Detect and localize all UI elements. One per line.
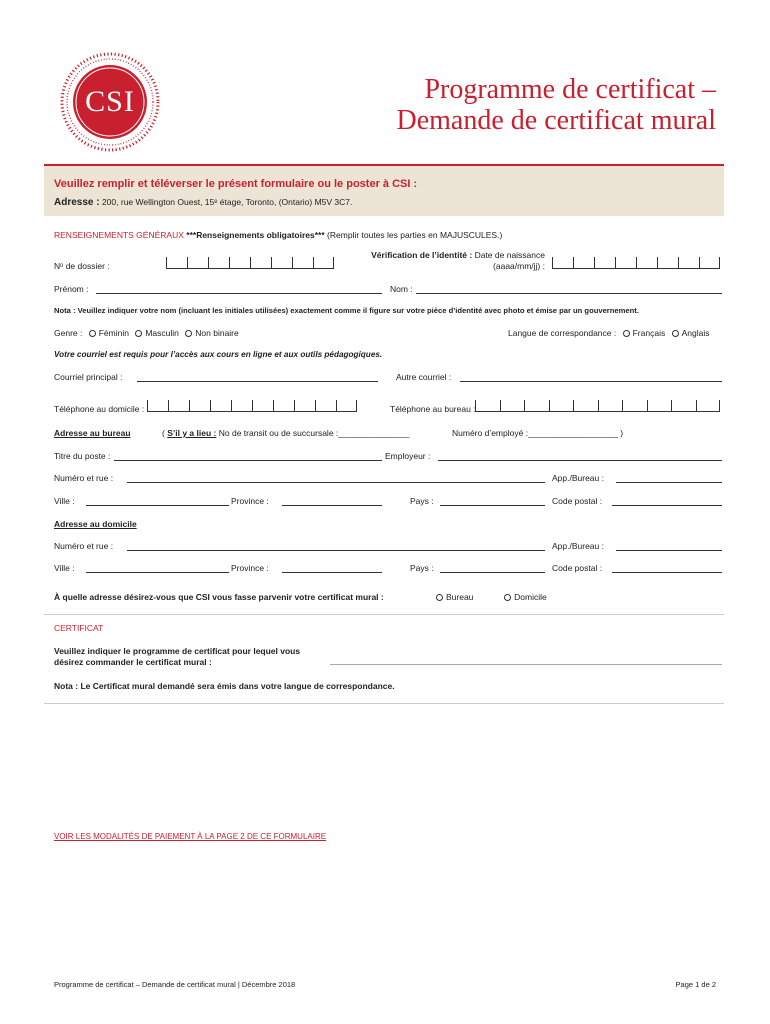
home-city-field[interactable] bbox=[86, 572, 229, 573]
delivery-option-2: Domicile bbox=[514, 592, 547, 602]
employer-label: Employeur : bbox=[385, 451, 431, 461]
home-street-field[interactable] bbox=[127, 550, 545, 551]
email-note: Votre courriel est requis pour l’accès aux cours en ligne et aux outils pédagogiques. bbox=[54, 350, 383, 359]
phone-office-boxes[interactable] bbox=[475, 400, 720, 412]
title-line-1: Programme de certificat – bbox=[424, 74, 716, 105]
first-name-label: Prénom : bbox=[54, 284, 89, 294]
id-check-rest: Date de naissance bbox=[474, 250, 545, 260]
id-check-format: (aaaa/mm/jj) : bbox=[493, 261, 545, 271]
home-heading: Adresse au domicile bbox=[54, 519, 137, 529]
email-other-field[interactable] bbox=[460, 381, 722, 382]
address-value: 200, rue Wellington Ouest, 15ᵉ étage, Toronto, (Ontario) M5V 3C7. bbox=[101, 197, 353, 207]
home-street-label: Numéro et rue : bbox=[54, 541, 114, 551]
certificate-note: Nota : Le Certificat mural demandé sera émis dans votre langue de correspondance. bbox=[54, 681, 395, 691]
radio-non-binaire[interactable] bbox=[185, 330, 192, 337]
delivery-question: À quelle adresse désirez-vous que CSI vous fasse parvenir votre certificat mural : bbox=[54, 592, 384, 602]
footer-right: Page 1 de 2 bbox=[675, 980, 716, 989]
office-city-label: Ville : bbox=[54, 496, 75, 506]
office-street-label: Numéro et rue : bbox=[54, 473, 114, 483]
logo-text: CSI bbox=[85, 85, 135, 118]
certificate-prompt-line-2: désirez commander le certificat mural : bbox=[54, 656, 212, 667]
office-postal-field[interactable] bbox=[612, 505, 722, 506]
home-suite-label: App./Bureau : bbox=[552, 541, 604, 551]
certificate-prompt bbox=[54, 646, 300, 667]
email-main-field[interactable] bbox=[137, 381, 378, 382]
home-postal-field[interactable] bbox=[612, 572, 722, 573]
language-row bbox=[508, 328, 709, 338]
home-postal-label: Code postal : bbox=[552, 563, 603, 573]
office-optional-row bbox=[162, 428, 409, 438]
home-province-field[interactable] bbox=[282, 572, 382, 573]
email-other-label: Autre courriel : bbox=[396, 372, 452, 382]
job-title-field[interactable] bbox=[114, 460, 382, 461]
general-heading-row bbox=[54, 230, 502, 240]
job-title-label: Titre du poste : bbox=[54, 451, 111, 461]
gender-label: Genre : bbox=[54, 328, 83, 338]
radio-masculin[interactable] bbox=[135, 330, 142, 337]
caps-note: (Remplir toutes les parties en MAJUSCULES.) bbox=[327, 230, 503, 240]
office-city-field[interactable] bbox=[86, 505, 229, 506]
home-country-label: Pays : bbox=[410, 563, 434, 573]
transit-label: No de transit ou de succursale :_______________ bbox=[218, 428, 410, 438]
radio-francais[interactable] bbox=[623, 330, 630, 337]
notice-instruction: Veuillez remplir et téléverser le présent formulaire ou le poster à CSI : bbox=[54, 178, 418, 190]
gender-option-1: Féminin bbox=[98, 328, 129, 338]
payment-link[interactable]: VOIR LES MODALITÉS DE PAIEMENT À LA PAGE 2 DE CE FORMULAIRE bbox=[54, 832, 327, 841]
office-heading: Adresse au bureau bbox=[54, 428, 131, 438]
certificate-prompt-line-1: Veuillez indiquer le programme de certificat pour lequel vous bbox=[54, 646, 301, 656]
required-note: ***Renseignements obligatoires*** bbox=[186, 230, 325, 240]
notice-address bbox=[54, 197, 352, 208]
email-main-label: Courriel principal : bbox=[54, 372, 123, 382]
home-country-field[interactable] bbox=[440, 572, 545, 573]
address-label: Adresse : bbox=[54, 197, 100, 208]
birthdate-boxes[interactable] bbox=[552, 257, 720, 269]
employee-no-label: Numéro d’employé :___________________ ) bbox=[452, 428, 624, 438]
office-suite-field[interactable] bbox=[616, 482, 722, 483]
first-name-field[interactable] bbox=[96, 293, 382, 294]
phone-home-boxes[interactable] bbox=[147, 400, 357, 412]
last-name-field[interactable] bbox=[416, 293, 722, 294]
office-suite-label: App./Bureau : bbox=[552, 473, 604, 483]
language-label: Langue de correspondance : bbox=[508, 328, 617, 338]
general-heading: RENSEIGNEMENTS GÉNÉRAUX bbox=[54, 230, 184, 240]
certificate-program-field[interactable] bbox=[330, 664, 722, 665]
office-country-field[interactable] bbox=[440, 505, 545, 506]
office-province-field[interactable] bbox=[282, 505, 382, 506]
office-country-label: Pays : bbox=[410, 496, 434, 506]
delivery-options bbox=[432, 592, 547, 602]
title-line-2: Demande de certificat mural bbox=[396, 105, 716, 137]
gender-option-3: Non binaire bbox=[195, 328, 239, 338]
home-city-label: Ville : bbox=[54, 563, 75, 573]
office-province-label: Province : bbox=[231, 496, 269, 506]
phone-home-label: Téléphone au domicile : bbox=[54, 404, 145, 414]
phone-office-label: Téléphone au bureau : bbox=[390, 404, 476, 414]
office-postal-label: Code postal : bbox=[552, 496, 603, 506]
if-applicable: S’il y a lieu : bbox=[167, 428, 217, 438]
csi-logo bbox=[58, 50, 162, 154]
home-suite-field[interactable] bbox=[616, 550, 722, 551]
radio-domicile[interactable] bbox=[504, 594, 511, 601]
office-street-field[interactable] bbox=[127, 482, 545, 483]
id-check-label bbox=[300, 250, 545, 260]
name-note: Nota : Veuillez indiquer votre nom (incluant les initiales utilisées) exactement comme il figure sur votre pièce d’identité avec photo et émise par un gouvernement. bbox=[54, 306, 639, 315]
paren-open: ( bbox=[162, 428, 165, 438]
certificate-heading: CERTIFICAT bbox=[54, 623, 104, 633]
home-province-label: Province : bbox=[231, 563, 269, 573]
notice-box bbox=[44, 166, 724, 216]
radio-anglais[interactable] bbox=[672, 330, 679, 337]
last-name-label: Nom : bbox=[390, 284, 413, 294]
gender-option-2: Masculin bbox=[145, 328, 179, 338]
language-option-2: Anglais bbox=[681, 328, 710, 338]
employer-field[interactable] bbox=[438, 460, 722, 461]
gender-row bbox=[54, 328, 239, 338]
footer-left: Programme de certificat – Demande de certificat mural | Décembre 2018 bbox=[54, 980, 296, 989]
id-check-bold: Vérification de l’identité : bbox=[371, 250, 473, 260]
radio-feminin[interactable] bbox=[89, 330, 96, 337]
delivery-option-1: Bureau bbox=[446, 592, 474, 602]
page-title bbox=[296, 74, 716, 137]
radio-bureau[interactable] bbox=[436, 594, 443, 601]
language-option-1: Français bbox=[632, 328, 666, 338]
file-no-label: Nᵒ de dossier : bbox=[54, 261, 110, 271]
